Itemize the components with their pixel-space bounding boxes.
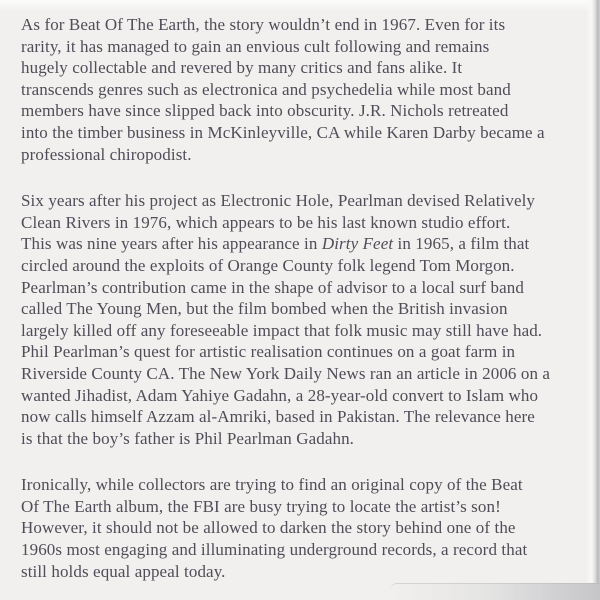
text-segment: professional chiropodist. — [21, 144, 192, 164]
text-segment: into the timber business in McKinleyville, CA while Karen Darby became a — [21, 122, 545, 142]
text-line — [21, 190, 582, 212]
scan-top-edge-highlight — [0, 0, 600, 12]
text-line — [21, 428, 582, 450]
text-line — [21, 298, 582, 320]
text-segment: However, it should not be allowed to darken the story behind one of the — [21, 518, 516, 538]
text-line — [21, 320, 582, 342]
text-line — [21, 561, 582, 583]
text-line — [21, 79, 582, 101]
text-segment: is that the boy’s father is Phil Pearlman Gadahn. — [21, 428, 355, 448]
text-line — [21, 36, 582, 58]
text-line — [21, 406, 582, 428]
text-segment: largely killed off any foreseeable impact that folk music may still have had. — [21, 320, 543, 340]
text-segment: hugely collectable and revered by many critics and fans alike. It — [21, 58, 463, 78]
text-segment: called The Young Men, but the film bombed when the British invasion — [21, 299, 508, 319]
text-line — [21, 212, 582, 234]
text-segment: circled around the exploits of Orange County folk legend Tom Morgon. — [21, 255, 515, 275]
text-segment: This was nine years after his appearance in — [21, 234, 322, 254]
italic-text-segment: Dirty Feet — [321, 234, 394, 254]
text-segment: Ironically, while collectors are trying to find an original copy of the Beat — [21, 475, 523, 495]
text-segment: now calls himself Azzam al-Amriki, based in Pakistan. The relevance here — [21, 407, 535, 427]
text-segment: wanted Jihadist, Adam Yahiye Gadahn, a 28-year-old convert to Islam who — [21, 385, 539, 405]
text-line — [21, 255, 582, 277]
paragraph — [21, 474, 582, 582]
text-line — [21, 539, 582, 561]
text-line — [21, 233, 582, 255]
paragraph — [21, 190, 582, 449]
text-line — [21, 496, 582, 518]
text-line — [21, 277, 582, 299]
text-segment: Phil Pearlman’s quest for artistic realisation continues on a goat farm in — [21, 342, 516, 362]
text-line — [21, 57, 582, 79]
paragraph — [21, 14, 582, 165]
text-segment: Clean Rivers in 1976, which appears to be his last known studio effort. — [21, 212, 511, 232]
liner-notes-text-block — [21, 14, 582, 582]
text-line — [21, 341, 582, 363]
text-line — [21, 474, 582, 496]
text-segment: Pearlman’s contribution came in the shape of advisor to a local surf band — [21, 277, 524, 297]
text-line — [21, 144, 582, 166]
text-segment: in 1965, a film that — [393, 234, 530, 254]
text-line — [21, 14, 582, 36]
text-segment: still holds equal appeal today. — [21, 561, 226, 581]
text-segment: As for Beat Of The Earth, the story wouldn’t end in 1967. Even for its — [21, 15, 506, 34]
text-line — [21, 100, 582, 122]
text-segment: Riverside County CA. The New York Daily News ran an article in 2006 on a — [21, 363, 551, 383]
page-right-edge-shadow — [586, 0, 600, 600]
text-segment: rarity, it has managed to gain an envious cult following and remains — [21, 36, 490, 56]
text-line — [21, 363, 582, 385]
page-corner-shadow — [390, 583, 600, 600]
text-line — [21, 517, 582, 539]
text-segment: Of The Earth album, the FBI are busy trying to locate the artist’s son! — [21, 496, 501, 516]
text-segment: members have since slipped back into obscurity. J.R. Nichols retreated — [21, 101, 509, 121]
text-segment: transcends genres such as electronica and psychedelia while most band — [21, 79, 511, 99]
text-segment: 1960s most engaging and illuminating underground records, a record that — [21, 540, 528, 560]
text-line — [21, 122, 582, 144]
text-segment: Six years after his project as Electronic Hole, Pearlman devised Relatively — [21, 191, 536, 211]
text-line — [21, 385, 582, 407]
